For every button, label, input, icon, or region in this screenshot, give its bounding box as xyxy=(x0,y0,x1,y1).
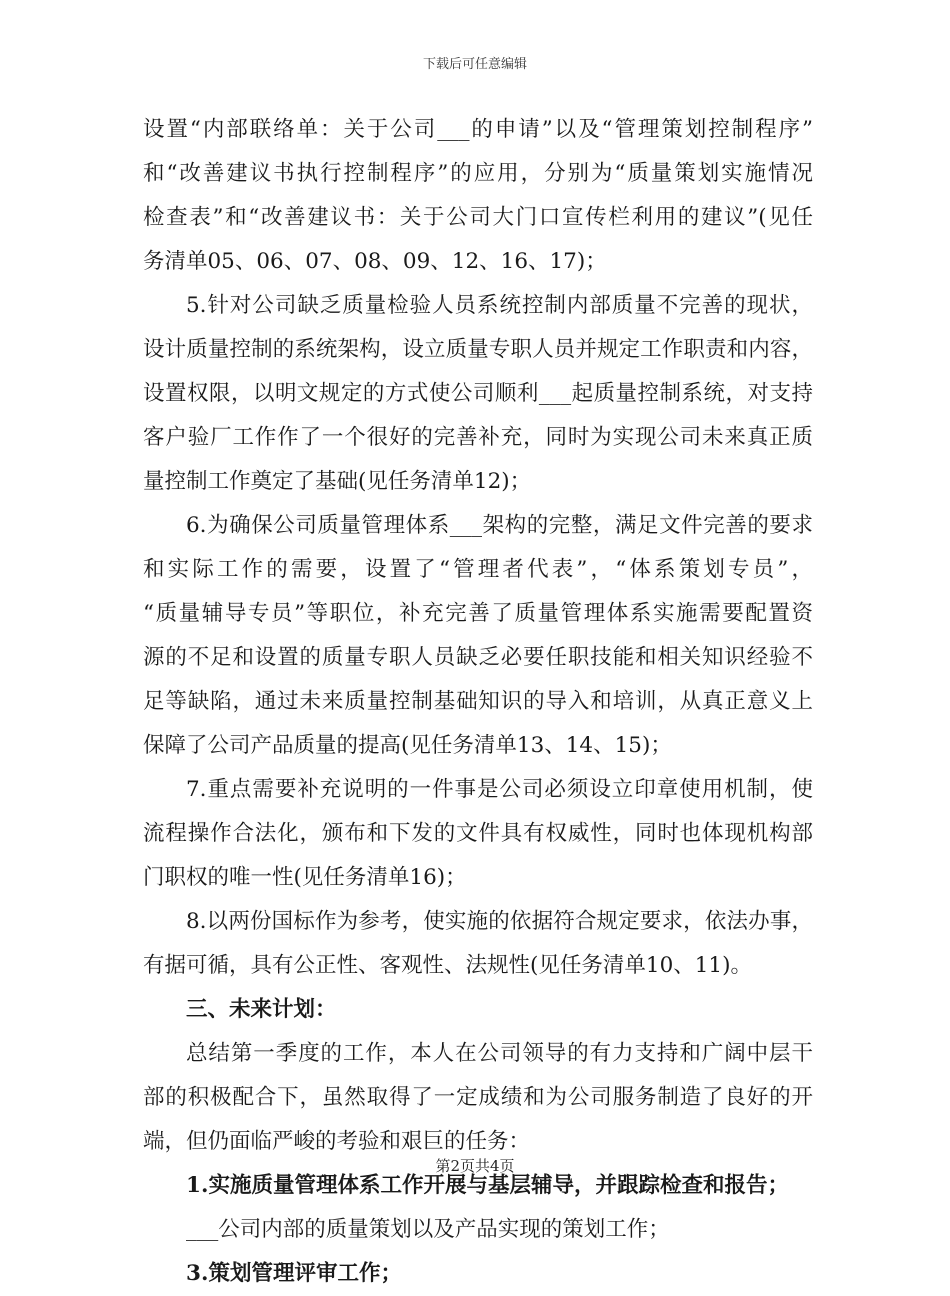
text-line: 量控制工作奠定了基础(见任务清单12)； xyxy=(143,469,532,494)
text-line: 1.实施质量管理体系工作开展与基层辅导，并跟踪检查和报告； xyxy=(186,1173,789,1198)
document-body xyxy=(143,108,813,1296)
page-footer: 第2页共4页 xyxy=(435,1157,515,1175)
text-line: 有据可循，具有公正性、客观性、法规性(见任务清单10、11)。 xyxy=(143,953,752,978)
text-line: 6.为确保公司质量管理体系___架构的完整，满足文件完善的要求 xyxy=(186,513,813,538)
text-line: 源的不足和设置的质量专职人员缺乏必要任职技能和相关知识经验不 xyxy=(143,645,813,670)
text-line: 3.策划管理评审工作； xyxy=(186,1261,402,1286)
text-line: 设计质量控制的系统架构，设立质量专职人员并规定工作职责和内容， xyxy=(143,337,813,362)
page-header: 下载后可任意编辑 xyxy=(422,57,527,72)
text-line: 和实际工作的需要，设置了“管理者代表”，“体系策划专员”， xyxy=(143,557,813,582)
text-line: 三、未来计划： xyxy=(186,997,337,1022)
text-line: 部的积极配合下，虽然取得了一定成绩和为公司服务制造了良好的开 xyxy=(143,1085,813,1110)
text-line: 5.针对公司缺乏质量检验人员系统控制内部质量不完善的现状， xyxy=(186,293,813,318)
text-line: 客户验厂工作作了一个很好的完善补充，同时为实现公司未来真正质 xyxy=(143,425,813,450)
text-line: 7.重点需要补充说明的一件事是公司必须设立印章使用机制，使 xyxy=(186,777,813,802)
text-line: 门职权的唯一性(见任务清单16)； xyxy=(143,865,467,890)
text-line: 保障了公司产品质量的提高(见任务清单13、14、15)； xyxy=(143,733,672,758)
text-line: 足等缺陷，通过未来质量控制基础知识的导入和培训，从真正意义上 xyxy=(143,689,813,714)
text-line: 检查表”和“改善建议书：关于公司大门口宣传栏利用的建议”(见任 xyxy=(143,205,813,230)
text-line: 流程操作合法化，颁布和下发的文件具有权威性，同时也体现机构部 xyxy=(143,821,813,846)
text-line: ___公司内部的质量策划以及产品实现的策划工作； xyxy=(186,1217,670,1242)
text-line: 设置权限，以明文规定的方式使公司顺利___起质量控制系统，对支持 xyxy=(143,381,813,406)
text-line: “质量辅导专员”等职位，补充完善了质量管理体系实施需要配置资 xyxy=(143,601,813,626)
text-line: 设置“内部联络单：关于公司___的申请”以及“管理策划控制程序” xyxy=(143,117,813,142)
text-line: 和“改善建议书执行控制程序”的应用，分别为“质量策划实施情况 xyxy=(143,161,813,186)
text-line: 总结第一季度的工作，本人在公司领导的有力支持和广阔中层干 xyxy=(186,1041,813,1066)
text-line: 8.以两份国标作为参考，使实施的依据符合规定要求，依法办事， xyxy=(186,909,813,934)
text-line: 务清单05、06、07、08、09、12、16、17)； xyxy=(143,249,607,274)
text-line: 端，但仍面临严峻的考验和艰巨的任务： xyxy=(143,1129,531,1154)
